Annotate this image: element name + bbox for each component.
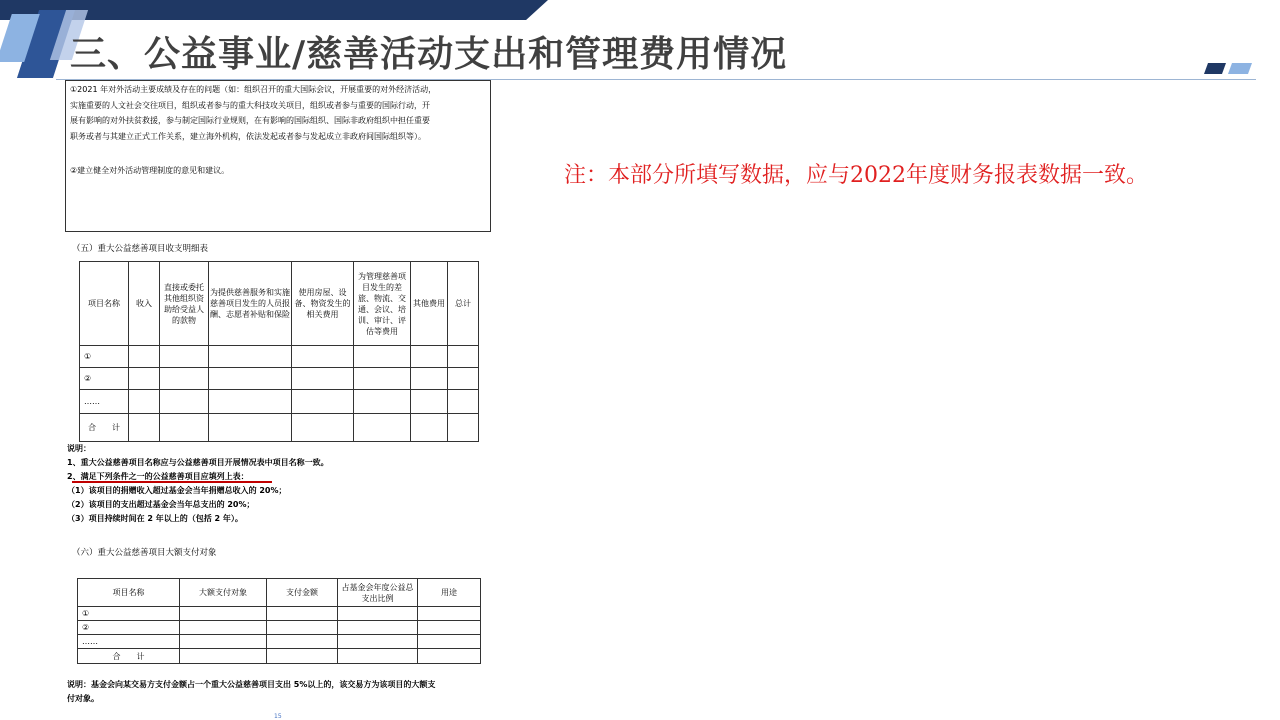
- header-cell: 大额支付对象: [180, 579, 267, 607]
- box-paragraph-1: [70, 82, 490, 144]
- final-note-line: 说明：基金会向某交易方支付金额占一个重大公益慈善项目支出 5%以上的，该交易方为该项目的大额支: [67, 680, 436, 689]
- header-cell: 收入: [129, 262, 160, 346]
- red-underline: [72, 481, 272, 483]
- data-consistency-note: 注：本部分所填写数据，应与2022年度财务报表数据一致。: [564, 163, 1148, 188]
- page-number: 15: [274, 713, 282, 720]
- table-row: [80, 368, 479, 390]
- project-detail-table: [79, 261, 479, 442]
- box-line: 实施重要的人文社会交往项目，组织或者参与的重大科技攻关项目，组织或者参与重要的国际行动，开: [70, 100, 430, 110]
- header-cell: 其他费用: [411, 262, 448, 346]
- table-row: [78, 607, 481, 621]
- table-header-row: [80, 262, 479, 346]
- row-label: 合 计: [78, 649, 180, 664]
- page-title: 三、公益事业/慈善活动支出和管理费用情况: [70, 34, 788, 75]
- header-cell: 用途: [418, 579, 481, 607]
- table-row: [80, 390, 479, 414]
- table-total-row: [80, 414, 479, 442]
- explanation-title: 说明：: [67, 444, 91, 453]
- header-cell: 直接或委托其他组织资助给受益人的款物: [160, 262, 209, 346]
- row-label: ……: [78, 635, 180, 649]
- explanation-line: 2、满足下列条件之一的公益慈善项目应填列上表：: [67, 472, 249, 481]
- header-cell: 项目名称: [78, 579, 180, 607]
- table-total-row: [78, 649, 481, 664]
- row-label: ①: [80, 346, 129, 368]
- explanation-line: 1、重大公益慈善项目名称应与公益慈善项目开展情况表中项目名称一致。: [67, 458, 329, 467]
- header-cell: 项目名称: [80, 262, 129, 346]
- corner-deco: [1228, 63, 1252, 74]
- header-cell: 支付金额: [267, 579, 338, 607]
- final-note-line: 付对象。: [67, 694, 99, 703]
- large-payment-table: [77, 578, 481, 664]
- box-paragraph-2: ②建立健全对外活动管理制度的意见和建议。: [70, 166, 230, 175]
- table-header-row: [78, 579, 481, 607]
- header-cell: 为管理慈善项目发生的差旅、物流、交通、会议、培训、审计、评估等费用: [354, 262, 411, 346]
- box-line: 展有影响的对外扶贫救援，参与制定国际行业规则，在有影响的国际组织、国际非政府组织中担任重要: [70, 116, 430, 125]
- box-line: ①2021 年对外活动主要成绩及存在的问题（如：组织召开的重大国际会议，开展重要的对外经济活动，: [70, 85, 437, 94]
- explanation-line: （3）项目持续时间在 2 年以上的（包括 2 年）。: [67, 514, 243, 523]
- corner-deco: [1204, 63, 1226, 74]
- header-cell: 使用房屋、设备、物资发生的相关费用: [292, 262, 354, 346]
- table-row: [78, 621, 481, 635]
- row-label: ②: [80, 368, 129, 390]
- explanation-line: （2）该项目的支出超过基金会当年总支出的 20%；: [67, 500, 255, 509]
- table-row: [80, 346, 479, 368]
- header-cell: 为提供慈善服务和实施慈善项目发生的人员报酬、志愿者补贴和保险: [209, 262, 292, 346]
- section5-heading: （五）重大公益慈善项目收支明细表: [72, 244, 209, 254]
- row-label: ①: [78, 607, 180, 621]
- row-label: ②: [78, 621, 180, 635]
- explanation-line: （1）该项目的捐赠收入超过基金会当年捐赠总收入的 20%；: [67, 486, 287, 495]
- row-label: ……: [80, 390, 129, 414]
- section6-heading: （六）重大公益慈善项目大额支付对象: [72, 548, 217, 558]
- row-label: 合 计: [80, 414, 129, 442]
- box-line: 职务或者与其建立正式工作关系，建立海外机构，依法发起或者参与发起成立非政府间国际组织等）。: [70, 131, 426, 141]
- header-cell: 占基金会年度公益总支出比例: [338, 579, 418, 607]
- table-row: [78, 635, 481, 649]
- header-cell: 总计: [448, 262, 479, 346]
